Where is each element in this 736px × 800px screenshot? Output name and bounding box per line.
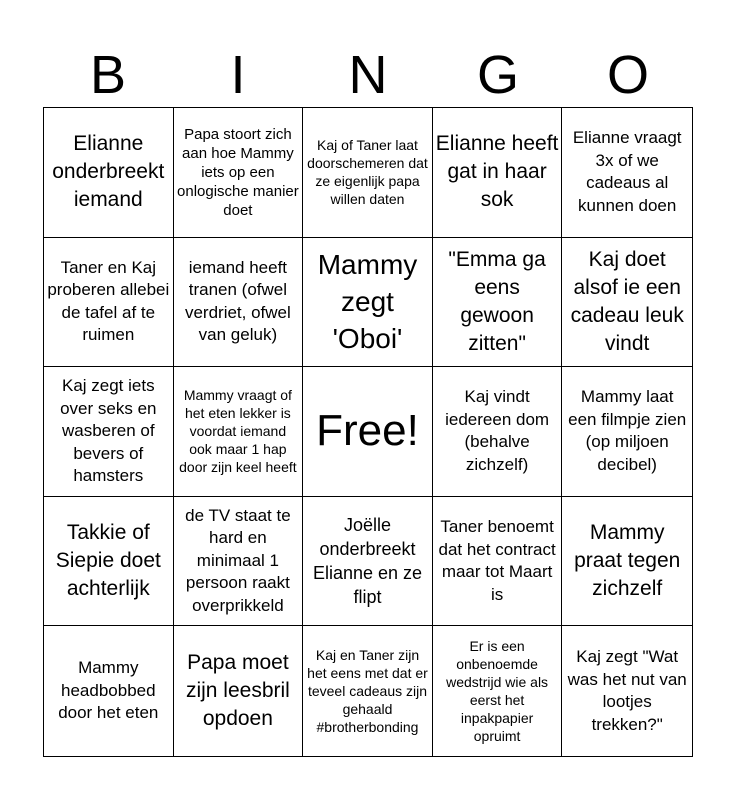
bingo-cell[interactable]	[303, 626, 433, 756]
bingo-cell[interactable]	[303, 497, 433, 627]
bingo-cell[interactable]	[174, 626, 304, 756]
header-letter-o: O	[606, 45, 649, 105]
cell-text: Takkie of Siepie doet achterlijk	[55, 521, 161, 601]
bingo-cell[interactable]	[174, 108, 304, 238]
cell-text: Kaj doet alsof ie een cadeau leuk vindt	[570, 247, 684, 355]
cell-text: Papa stoort zich aan hoe Mammy iets op een onlogische manier doet	[177, 125, 299, 219]
bingo-cell[interactable]	[44, 238, 174, 368]
cell-text: Mammy headbobbed door het eten	[58, 658, 159, 723]
cell-text: Taner en Kaj proberen allebei de tafel af te ruimen	[47, 257, 170, 345]
cell-text: Free!	[316, 406, 419, 456]
bingo-cell[interactable]	[433, 367, 563, 497]
bingo-cell[interactable]	[303, 238, 433, 368]
cell-text: de TV staat te hard en minimaal 1 persoon raakt overprikkeld	[185, 505, 291, 615]
cell-text: Mammy vraagt of het eten lekker is voordat iemand ook maar 1 hap door zijn keel heeft	[179, 387, 297, 476]
header-letter-i: I	[230, 45, 246, 105]
cell-text: Kaj zegt iets over seks en wasberen of bevers of hamsters	[60, 376, 157, 486]
cell-text: Kaj of Taner laat doorschemeren dat ze eigenlijk papa willen daten	[307, 137, 428, 208]
bingo-cell[interactable]	[562, 497, 692, 627]
cell-text: Papa moet zijn leesbril opdoen	[185, 651, 290, 731]
bingo-cell[interactable]	[562, 108, 692, 238]
bingo-cell[interactable]	[562, 238, 692, 368]
cell-text: Er is een onbenoemde wedstrijd wie als eerst het inpakpapier opruimt	[446, 638, 549, 745]
bingo-cell[interactable]	[44, 497, 174, 627]
cell-text: Mammy zegt 'Oboi'	[317, 249, 418, 355]
bingo-cell[interactable]	[433, 497, 563, 627]
cell-text: Elianne vraagt 3x of we cadeaus al kunnen doen	[572, 128, 682, 215]
cell-text: Taner benoemt dat het contract maar tot Maart is	[438, 517, 556, 604]
bingo-cell[interactable]	[562, 626, 692, 756]
bingo-cell[interactable]	[174, 497, 304, 627]
bingo-cell[interactable]	[44, 626, 174, 756]
cell-text: Kaj en Taner zijn het eens met dat er teveel cadeaus zijn gehaald #brotherbonding	[307, 647, 428, 736]
header-letter-b: B	[89, 45, 127, 105]
header-letter-n: N	[348, 45, 388, 105]
cell-text: Mammy laat een filmpje zien (op miljoen decibel)	[568, 387, 687, 474]
cell-text: "Emma ga eens gewoon zitten"	[448, 247, 546, 355]
bingo-cell[interactable]	[174, 238, 304, 368]
cell-text: Kaj zegt "Wat was het nut van lootjes trekken?"	[567, 647, 687, 734]
bingo-cell[interactable]	[44, 367, 174, 497]
cell-text: Elianne onderbreekt iemand	[52, 132, 165, 212]
cell-text: iemand heeft tranen (ofwel verdriet, ofwel van geluk)	[184, 257, 291, 345]
bingo-cell[interactable]	[433, 626, 563, 756]
bingo-cell[interactable]	[303, 108, 433, 238]
bingo-cell[interactable]	[174, 367, 304, 497]
bingo-cell[interactable]	[44, 108, 174, 238]
cell-text: Elianne heeft gat in haar sok	[435, 132, 559, 212]
cell-text: Mammy praat tegen zichzelf	[574, 521, 681, 601]
cell-text: Kaj vindt iedereen dom (behalve zichzelf)	[445, 387, 550, 474]
cell-text: Joëlle onderbreekt Elianne en ze flipt	[312, 515, 423, 608]
header-letter-g: G	[476, 45, 519, 105]
bingo-cell[interactable]	[433, 108, 563, 238]
bingo-header	[43, 42, 693, 108]
bingo-grid	[43, 107, 693, 757]
bingo-cell[interactable]	[562, 367, 692, 497]
free-space-cell[interactable]	[303, 367, 433, 497]
bingo-cell[interactable]	[433, 238, 563, 368]
